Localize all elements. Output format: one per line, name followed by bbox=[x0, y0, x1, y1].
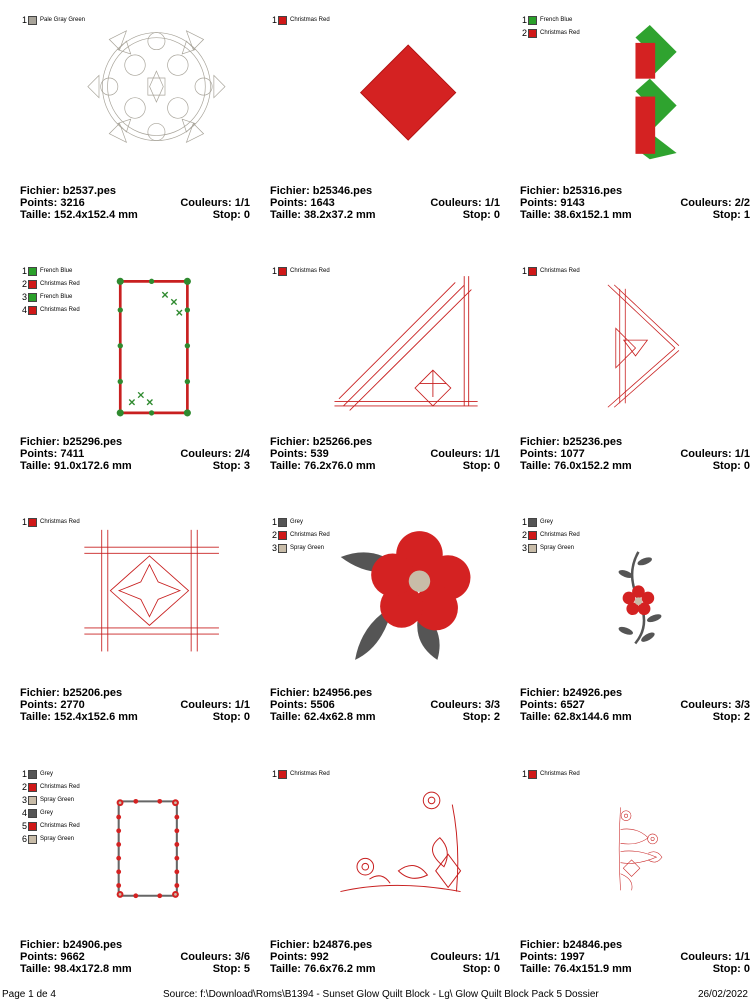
thread-entry: 1 Christmas Red bbox=[271, 769, 330, 779]
thread-entry: 4 Grey bbox=[21, 808, 54, 818]
file-name: Fichier: b25236.pes bbox=[520, 436, 623, 448]
thread-swatch bbox=[528, 770, 537, 779]
thread-swatch bbox=[528, 267, 537, 276]
thread-swatch bbox=[528, 518, 537, 527]
file-name: Fichier: b25346.pes bbox=[270, 185, 373, 197]
file-name: Fichier: b24926.pes bbox=[520, 687, 623, 699]
colors-count: Couleurs: 1/1 bbox=[180, 699, 250, 711]
thread-swatch bbox=[28, 835, 37, 844]
design-size: Taille: 152.4x152.6 mm bbox=[20, 711, 138, 723]
thread-entry: 1 French Blue bbox=[521, 15, 573, 25]
thread-entry: 1 Christmas Red bbox=[271, 15, 330, 25]
points-count: Points: 6527 bbox=[520, 699, 585, 711]
stop-count: Stop: 5 bbox=[212, 963, 250, 975]
page-number: Page 1 de 4 bbox=[2, 989, 56, 1000]
design-info bbox=[270, 185, 500, 221]
stop-count: Stop: 0 bbox=[712, 963, 750, 975]
design-size: Taille: 38.6x152.1 mm bbox=[520, 209, 632, 221]
thread-legend bbox=[268, 516, 330, 555]
file-name: Fichier: b25266.pes bbox=[270, 436, 373, 448]
design-size: Taille: 91.0x172.6 mm bbox=[20, 460, 132, 472]
design-preview bbox=[615, 773, 720, 933]
thread-swatch bbox=[28, 306, 37, 315]
thread-entry: 3 French Blue bbox=[21, 292, 73, 302]
design-size: Taille: 152.4x152.4 mm bbox=[20, 209, 138, 221]
thread-entry: 2 Christmas Red bbox=[521, 28, 580, 38]
file-name: Fichier: b25206.pes bbox=[20, 687, 123, 699]
design-info bbox=[520, 939, 750, 975]
design-card bbox=[260, 14, 500, 249]
colors-count: Couleurs: 1/1 bbox=[680, 951, 750, 963]
colors-count: Couleurs: 1/1 bbox=[180, 197, 250, 209]
design-card bbox=[260, 768, 500, 1003]
design-info bbox=[270, 436, 500, 472]
thread-swatch bbox=[28, 16, 37, 25]
design-preview bbox=[80, 524, 245, 679]
design-info bbox=[270, 939, 500, 975]
design-preview bbox=[335, 788, 495, 933]
stop-count: Stop: 0 bbox=[212, 209, 250, 221]
points-count: Points: 3216 bbox=[20, 197, 85, 209]
design-card bbox=[10, 14, 250, 249]
file-name: Fichier: b25296.pes bbox=[20, 436, 123, 448]
thread-swatch bbox=[278, 544, 287, 553]
points-count: Points: 992 bbox=[270, 951, 329, 963]
colors-count: Couleurs: 2/4 bbox=[180, 448, 250, 460]
points-count: Points: 1997 bbox=[520, 951, 585, 963]
source-path: Source: f:\Download\Roms\B1394 - Sunset Glow Quilt Block - Lg\ Glow Quilt Block Pack 5 Dossier bbox=[163, 989, 599, 1000]
stop-count: Stop: 0 bbox=[462, 963, 500, 975]
file-name: Fichier: b24906.pes bbox=[20, 939, 123, 951]
file-name: Fichier: b24846.pes bbox=[520, 939, 623, 951]
stop-count: Stop: 0 bbox=[462, 460, 500, 472]
stop-count: Stop: 0 bbox=[712, 460, 750, 472]
thread-entry: 5 Christmas Red bbox=[21, 821, 80, 831]
thread-swatch bbox=[528, 16, 537, 25]
design-preview bbox=[330, 270, 500, 430]
stop-count: Stop: 0 bbox=[212, 711, 250, 723]
points-count: Points: 7411 bbox=[20, 448, 85, 460]
thread-swatch bbox=[28, 822, 37, 831]
thread-legend bbox=[268, 768, 330, 781]
thread-legend bbox=[518, 516, 580, 555]
thread-swatch bbox=[278, 267, 287, 276]
colors-count: Couleurs: 1/1 bbox=[430, 951, 500, 963]
design-preview bbox=[105, 773, 235, 933]
colors-count: Couleurs: 1/1 bbox=[430, 448, 500, 460]
design-info bbox=[520, 185, 750, 221]
file-name: Fichier: b25316.pes bbox=[520, 185, 623, 197]
design-info bbox=[270, 687, 500, 723]
thread-legend bbox=[18, 14, 85, 27]
page-footer bbox=[0, 989, 750, 1003]
file-name: Fichier: b2537.pes bbox=[20, 185, 116, 197]
thread-entry: 1 Christmas Red bbox=[521, 266, 580, 276]
design-size: Taille: 76.4x151.9 mm bbox=[520, 963, 632, 975]
thread-swatch bbox=[528, 544, 537, 553]
design-info bbox=[20, 185, 250, 221]
colors-count: Couleurs: 3/3 bbox=[430, 699, 500, 711]
thread-entry: 1 Christmas Red bbox=[21, 517, 80, 527]
thread-swatch bbox=[28, 783, 37, 792]
thread-swatch bbox=[528, 531, 537, 540]
stop-count: Stop: 2 bbox=[712, 711, 750, 723]
colors-count: Couleurs: 2/2 bbox=[680, 197, 750, 209]
thread-entry: 3 Spray Green bbox=[21, 795, 75, 805]
design-card bbox=[510, 265, 750, 500]
thread-legend bbox=[18, 768, 80, 846]
thread-entry: 2 Christmas Red bbox=[271, 530, 330, 540]
thread-entry: 1 Grey bbox=[21, 769, 54, 779]
points-count: Points: 9662 bbox=[20, 951, 85, 963]
thread-swatch bbox=[28, 267, 37, 276]
design-info bbox=[520, 436, 750, 472]
design-preview bbox=[580, 19, 750, 184]
colors-count: Couleurs: 3/6 bbox=[180, 951, 250, 963]
stop-count: Stop: 2 bbox=[462, 711, 500, 723]
thread-entry: 1 Grey bbox=[521, 517, 554, 527]
thread-entry: 4 Christmas Red bbox=[21, 305, 80, 315]
colors-count: Couleurs: 1/1 bbox=[680, 448, 750, 460]
design-card bbox=[260, 516, 500, 751]
design-size: Taille: 76.2x76.0 mm bbox=[270, 460, 376, 472]
design-card bbox=[10, 768, 250, 1003]
points-count: Points: 9143 bbox=[520, 197, 585, 209]
stop-count: Stop: 0 bbox=[462, 209, 500, 221]
design-size: Taille: 38.2x37.2 mm bbox=[270, 209, 376, 221]
design-size: Taille: 62.4x62.8 mm bbox=[270, 711, 376, 723]
design-info bbox=[20, 687, 250, 723]
thread-entry: 2 Christmas Red bbox=[521, 530, 580, 540]
thread-swatch bbox=[28, 809, 37, 818]
file-name: Fichier: b24876.pes bbox=[270, 939, 373, 951]
thread-swatch bbox=[28, 280, 37, 289]
thread-swatch bbox=[28, 293, 37, 302]
thread-entry: 1 Christmas Red bbox=[521, 769, 580, 779]
design-info bbox=[520, 687, 750, 723]
design-size: Taille: 76.0x152.2 mm bbox=[520, 460, 632, 472]
design-card bbox=[10, 516, 250, 751]
thread-entry: 2 Christmas Red bbox=[21, 279, 80, 289]
thread-legend bbox=[268, 265, 330, 278]
points-count: Points: 5506 bbox=[270, 699, 335, 711]
thread-legend bbox=[18, 265, 80, 317]
design-info bbox=[20, 436, 250, 472]
thread-entry: 6 Spray Green bbox=[21, 834, 75, 844]
thread-entry: 3 Spray Green bbox=[521, 543, 575, 553]
thread-swatch bbox=[278, 16, 287, 25]
design-size: Taille: 62.8x144.6 mm bbox=[520, 711, 632, 723]
design-info bbox=[20, 939, 250, 975]
design-card bbox=[510, 14, 750, 249]
design-preview bbox=[80, 24, 250, 174]
thread-swatch bbox=[528, 29, 537, 38]
thread-swatch bbox=[28, 796, 37, 805]
thread-legend bbox=[518, 14, 580, 40]
thread-entry: 1 Grey bbox=[271, 517, 304, 527]
points-count: Points: 2770 bbox=[20, 699, 85, 711]
thread-swatch bbox=[28, 518, 37, 527]
thread-entry: 2 Christmas Red bbox=[21, 782, 80, 792]
points-count: Points: 1077 bbox=[520, 448, 585, 460]
stop-count: Stop: 3 bbox=[212, 460, 250, 472]
thread-swatch bbox=[278, 770, 287, 779]
design-size: Taille: 98.4x172.8 mm bbox=[20, 963, 132, 975]
thread-legend bbox=[518, 768, 580, 781]
points-count: Points: 539 bbox=[270, 448, 329, 460]
thread-entry: 1 Christmas Red bbox=[271, 266, 330, 276]
thread-entry: 1 French Blue bbox=[21, 266, 73, 276]
points-count: Points: 1643 bbox=[270, 197, 335, 209]
thread-swatch bbox=[278, 531, 287, 540]
design-size: Taille: 76.6x76.2 mm bbox=[270, 963, 376, 975]
print-date: 26/02/2022 bbox=[697, 989, 748, 1000]
colors-count: Couleurs: 3/3 bbox=[680, 699, 750, 711]
thread-legend bbox=[18, 516, 80, 529]
design-card bbox=[510, 516, 750, 751]
thread-entry: 3 Spray Green bbox=[271, 543, 325, 553]
thread-legend bbox=[518, 265, 580, 278]
file-name: Fichier: b24956.pes bbox=[270, 687, 373, 699]
design-card bbox=[510, 768, 750, 1003]
design-preview bbox=[330, 524, 500, 684]
design-card bbox=[10, 265, 250, 500]
design-preview bbox=[80, 270, 250, 435]
colors-count: Couleurs: 1/1 bbox=[430, 197, 500, 209]
thread-entry: 1 Pale Gray Green bbox=[21, 15, 86, 25]
thread-swatch bbox=[278, 518, 287, 527]
design-card bbox=[260, 265, 500, 500]
stop-count: Stop: 1 bbox=[712, 209, 750, 221]
thread-swatch bbox=[28, 770, 37, 779]
design-preview bbox=[610, 524, 730, 684]
design-preview bbox=[600, 270, 750, 430]
design-preview bbox=[320, 24, 500, 184]
